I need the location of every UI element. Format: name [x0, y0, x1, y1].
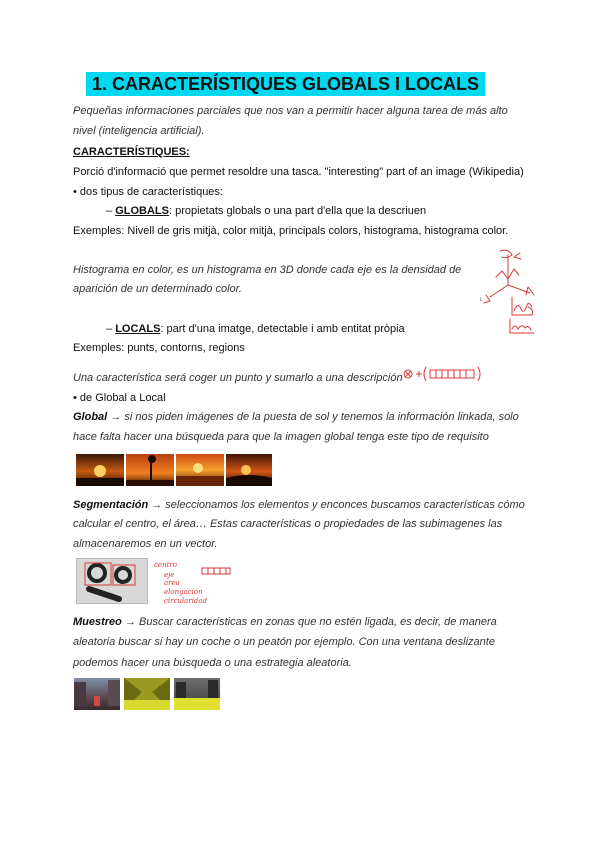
globals-term: GLOBALS — [115, 205, 169, 217]
locals-examples: Exemples: punts, contorns, regions — [73, 342, 245, 354]
segmentation-notes-sketch — [150, 558, 240, 606]
street-image-2 — [124, 678, 170, 710]
global-line-1 — [73, 410, 519, 424]
street-image-3 — [174, 678, 220, 710]
intro-line-1: Pequeñas informaciones parciales que nos van a permitir hacer alguna tarea de más alto — [73, 105, 508, 117]
street-image-1 — [74, 678, 120, 710]
sampling-desc-1: → Buscar características en zonas que no estén ligada, es decir, de manera — [121, 616, 497, 628]
local-feature-note: Una característica será coger un punto y sumarlo a una descripción — [73, 372, 403, 384]
segmentation-line-1 — [73, 498, 528, 512]
segmentation-line-3: almacenaremos en un vector. — [73, 538, 218, 550]
sampling-term: Muestreo — [73, 616, 122, 628]
sampling-line-2: aleatoria buscar si hay un coche o un peatón por ejemplo. Con una ventana deslizante — [73, 636, 495, 648]
globals-desc: : propietats globals o una part d'ella que la descriuen — [168, 205, 427, 217]
sunset-image-3 — [176, 454, 224, 486]
histogram-line-2: aparición de un determinado color. — [73, 283, 242, 295]
globals-examples: Exemples: Nivell de gris mitjà, color mitjà, principals colors, histograma, histograma color. — [73, 225, 509, 237]
section-heading: CARACTERÍSTIQUES: — [73, 146, 190, 158]
handwritten-word-3: elongación — [164, 588, 203, 596]
intro-line-2: nivel (inteligencia artificial). — [73, 125, 205, 137]
globals-line — [106, 204, 426, 218]
global-term: Global — [73, 411, 108, 423]
bullet-global-local: • de Global a Local — [73, 392, 166, 404]
histogram-sketch-image — [478, 247, 540, 339]
locals-line — [106, 322, 405, 336]
point-descriptor-sketch — [402, 364, 482, 384]
definition-text: Porció d'informació que permet resoldre una tasca. "interesting" part of an image (Wikipedia) — [73, 166, 524, 178]
globals-dash: – — [106, 205, 116, 217]
handwritten-word-1: eje — [164, 571, 175, 579]
svg-text:L: L — [480, 297, 483, 303]
sunset-image-2 — [126, 454, 174, 486]
page-title: 1. CARACTERÍSTIQUES GLOBALS I LOCALS — [86, 72, 485, 96]
handwritten-word-0: centro — [154, 561, 177, 569]
histogram-line-1: Histograma en color, es un histograma en 3D donde cada eje es la densidad de — [73, 264, 462, 276]
bullet-types: • dos tipus de característiques: — [73, 186, 223, 198]
segmentation-image — [76, 558, 148, 604]
sampling-line-1 — [73, 615, 528, 629]
handwritten-word-4: circularidad — [164, 597, 208, 605]
sunset-image-1 — [76, 454, 124, 486]
global-line-2: hace falta hacer una búsqueda para que la imagen global tenga este tipo de requisito — [73, 431, 489, 443]
locals-dash: – — [106, 323, 116, 335]
global-desc-1: → si nos piden imágenes de la puesta de sol y tenemos la información linkada, solo — [107, 411, 519, 423]
segmentation-desc-1: → seleccionamos los elementos y enconces buscamos características cómo — [148, 499, 525, 511]
segmentation-line-2: calcular el centro, el área… Estas características o propiedades de las subimagenes las — [73, 518, 503, 530]
locals-desc: : part d'una imatge, detectable i amb entitat pròpia — [160, 323, 405, 335]
sampling-line-3: podemos hacer una búsqueda o una estrategia aleatoria. — [73, 657, 352, 669]
segmentation-term: Segmentación — [73, 499, 149, 511]
handwritten-word-2: área — [164, 579, 180, 587]
locals-term: LOCALS — [115, 323, 161, 335]
sunset-image-4 — [226, 454, 272, 486]
